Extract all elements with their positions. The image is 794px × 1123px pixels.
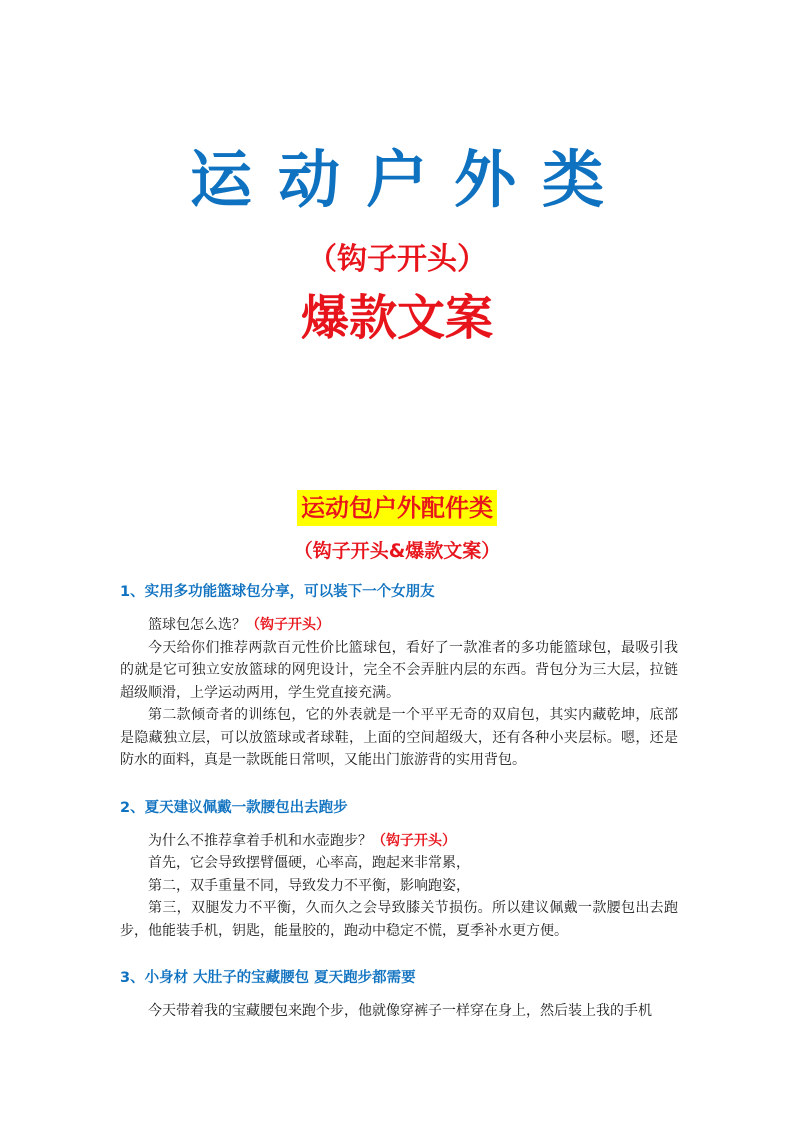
doc-title-big: 爆款文案 bbox=[300, 290, 493, 346]
hook-label: （钩子开头） bbox=[372, 832, 456, 849]
item-heading-3: 3、小身材 大肚子的宝藏腰包 夏天跑步都需要 bbox=[120, 970, 416, 986]
item-question bbox=[120, 830, 678, 853]
doc-subtitle: （钩子开头） bbox=[307, 242, 487, 277]
paragraph: 今天带着我的宝藏腰包来跑个步，他就像穿裤子一样穿在身上，然后装上我的手机 bbox=[148, 1003, 652, 1019]
question-text: 篮球包怎么选？ bbox=[148, 617, 246, 633]
paragraph: 今天给你们推荐两款百元性价比篮球包，看好了一款准者的多功能篮球包，最吸引我的就是它可独立安放篮球的网兜设计，完全不会弄脏内层的东西。背包分为三大层，拉链超级顺滑，上学运动两用，学生党直接充满。 bbox=[120, 639, 678, 701]
question-text: 为什么不推荐拿着手机和水壶跑步？ bbox=[148, 832, 372, 849]
paragraph: 第二款倾奇者的训练包，它的外表就是一个平平无奇的双肩包，其实内藏乾坤，底部是隐藏独立层，可以放篮球或者球鞋，上面的空间超级大，还有各种小夹层标。嗯，还是防水的面料，真是一款既能日常呗，又能出门旅游背的实用背包。 bbox=[120, 707, 678, 768]
item-heading-2: 2、夏天建议佩戴一款腰包出去跑步 bbox=[120, 799, 348, 816]
paragraph: 首先，它会导致摆臂僵硬，心率高，跑起来非常累， bbox=[148, 855, 470, 871]
hook-label: （钩子开头） bbox=[246, 617, 330, 633]
paragraph: 第二，双手重量不同，导致发力不平衡，影响跑姿， bbox=[148, 877, 470, 894]
article-body bbox=[120, 580, 678, 1023]
section-subheading: （钩子开头&爆款文案） bbox=[293, 540, 501, 562]
item-question bbox=[120, 614, 678, 637]
doc-title: 运动户外类 bbox=[189, 143, 630, 216]
section-heading: 运动包户外配件类 bbox=[297, 490, 497, 526]
section-heading-wrap bbox=[0, 490, 794, 526]
paragraph: 第三，双腿发力不平衡，久而久之会导致膝关节损伤。所以建议佩戴一款腰包出去跑步，他能装手机，钥匙，能量胶的，跑动中稳定不慌，夏季补水更方便。 bbox=[120, 900, 678, 939]
item-heading-1: 1、实用多功能篮球包分享，可以装下一个女朋友 bbox=[120, 584, 435, 600]
